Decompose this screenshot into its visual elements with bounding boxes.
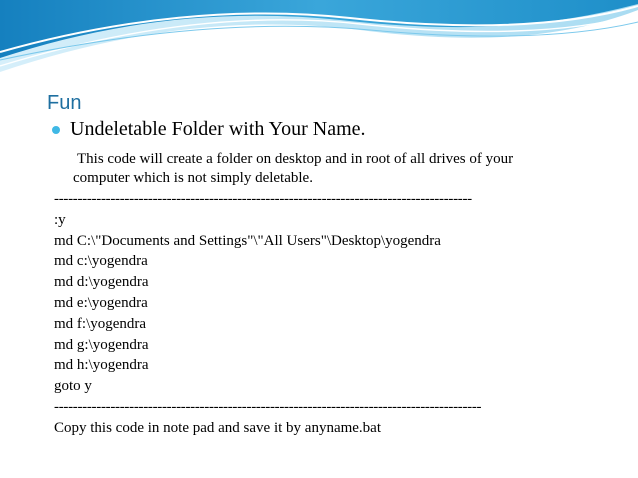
code-block [54,189,481,439]
code-line: md d:\yogendra [54,274,149,291]
description-text [73,150,593,188]
code-line-separator: ----------------------------------------------------------------------------------------- [54,191,472,207]
code-line: :y [54,211,66,228]
header-wave-decoration [0,0,638,80]
description-line: computer which is not simply deletable. [73,170,313,186]
bullet-item [52,115,366,143]
bullet-dot-icon [52,126,60,134]
description-line: This code will create a folder on desktop and in root of all drives of your [77,151,514,167]
instruction-line: Copy this code in note pad and save it by anyname.bat [54,419,382,436]
slide-title: Fun [47,92,82,114]
code-line: md g:\yogendra [54,336,149,353]
bullet-text: Undeletable Folder with Your Name. [70,117,366,140]
code-line: md C:\"Documents and Settings"\"All Users"\Desktop\yogendra [54,232,441,249]
code-line: md f:\yogendra [54,315,147,332]
code-line: md e:\yogendra [54,294,148,311]
code-line: md c:\yogendra [54,253,148,270]
code-line: goto y [54,378,92,395]
code-line: md h:\yogendra [54,357,149,374]
code-line-separator: ------------------------------------------------------------------------------------------- [54,398,482,415]
